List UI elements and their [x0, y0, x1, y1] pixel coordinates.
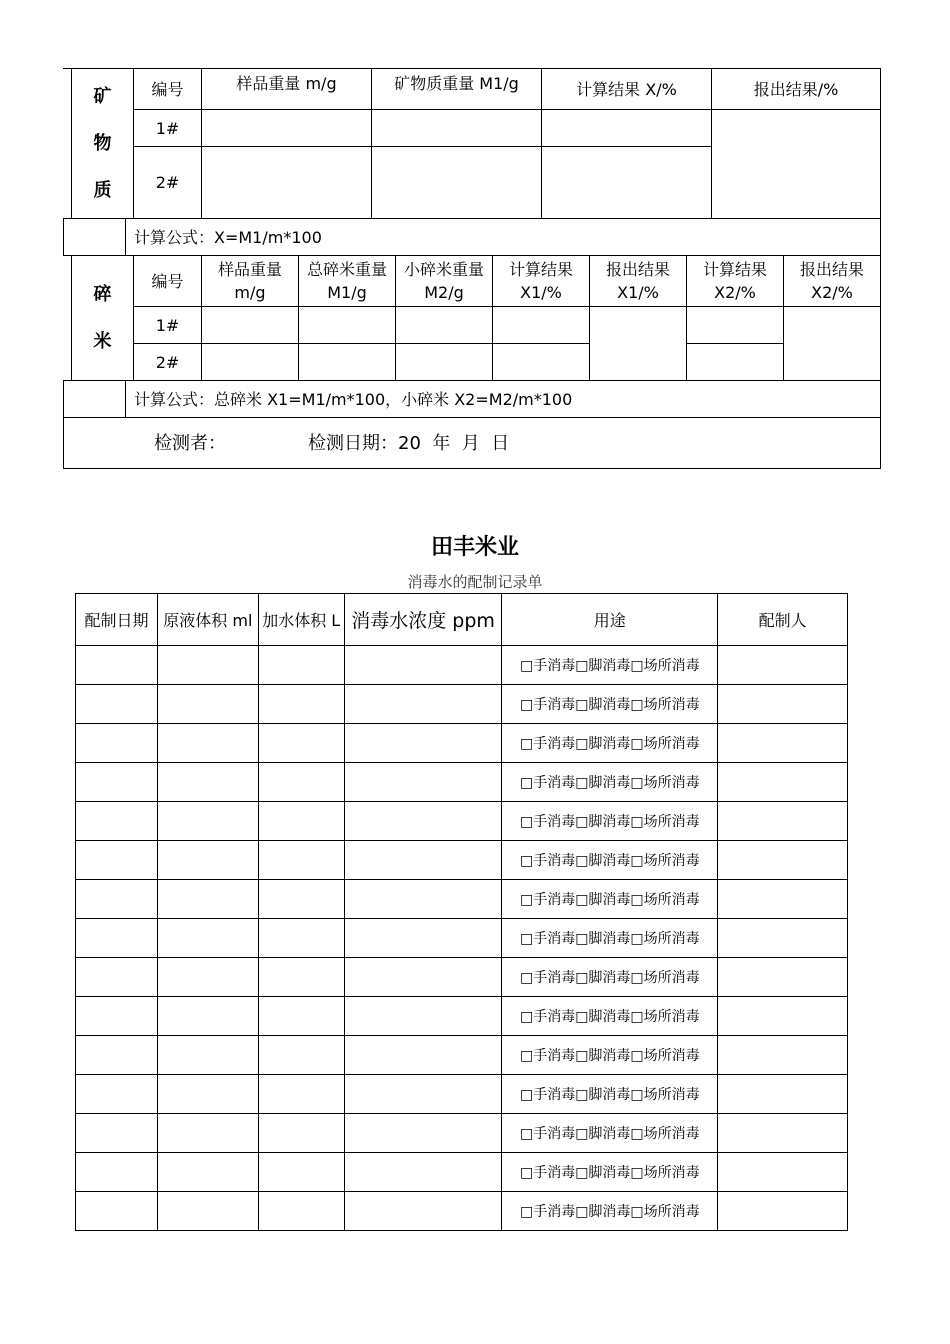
table-cell — [76, 1153, 158, 1192]
formula-blank — [63, 218, 126, 256]
broken-header: 报出结果 X2/% — [783, 255, 881, 307]
table-cell — [718, 997, 848, 1036]
table-cell — [157, 841, 258, 880]
table-row — [76, 880, 848, 919]
table-cell — [157, 646, 258, 685]
table-cell — [157, 685, 258, 724]
mineral-formula: 计算公式：X=M1/m*100 — [125, 218, 881, 256]
broken-cell — [492, 343, 590, 381]
table-row — [76, 646, 848, 685]
table-cell — [157, 1192, 258, 1231]
broken-header: 报出结果 X1/% — [589, 255, 687, 307]
mineral-header-report: 报出结果/% — [711, 68, 881, 110]
table-row — [76, 1114, 848, 1153]
table-cell — [258, 958, 344, 997]
broken-header: 样品重量 m/g — [201, 255, 299, 307]
table-cell — [718, 1036, 848, 1075]
mineral-cell — [541, 146, 712, 219]
use-options: □手消毒□脚消毒□场所消毒 — [502, 880, 718, 919]
table-cell — [344, 1114, 502, 1153]
broken-side-label: 碎 米 — [71, 255, 134, 381]
table-cell — [258, 763, 344, 802]
table-cell — [718, 919, 848, 958]
broken-report-x1 — [589, 306, 687, 381]
table-cell — [718, 841, 848, 880]
table-cell — [718, 880, 848, 919]
broken-cell — [201, 343, 299, 381]
broken-header: 总碎米重量 M1/g — [298, 255, 396, 307]
use-options: □手消毒□脚消毒□场所消毒 — [502, 802, 718, 841]
inspection-footer — [63, 417, 881, 469]
table-cell — [157, 919, 258, 958]
table-cell — [344, 1036, 502, 1075]
table-cell — [258, 802, 344, 841]
table-cell — [344, 763, 502, 802]
table-cell — [157, 958, 258, 997]
mineral-cell — [201, 146, 372, 219]
broken-cell — [395, 343, 493, 381]
table-cell — [76, 919, 158, 958]
col-concentration: 消毒水浓度 ppm — [344, 594, 502, 646]
table-cell — [718, 958, 848, 997]
table-cell — [76, 763, 158, 802]
broken-cell — [686, 306, 784, 344]
table-cell — [157, 724, 258, 763]
broken-header: 小碎米重量 M2/g — [395, 255, 493, 307]
table-row — [76, 724, 848, 763]
broken-cell — [298, 343, 396, 381]
mineral-cell — [371, 146, 542, 219]
table-row — [76, 841, 848, 880]
table-cell — [258, 841, 344, 880]
mineral-side-label: 矿 物 质 — [71, 68, 134, 219]
use-options: □手消毒□脚消毒□场所消毒 — [502, 958, 718, 997]
use-options: □手消毒□脚消毒□场所消毒 — [502, 685, 718, 724]
table-cell — [344, 958, 502, 997]
broken-cell — [492, 306, 590, 344]
mineral-row-id: 1# — [133, 109, 202, 147]
table-cell — [718, 1153, 848, 1192]
table-cell — [258, 919, 344, 958]
table-cell — [76, 880, 158, 919]
table-cell — [344, 1075, 502, 1114]
table-cell — [157, 1153, 258, 1192]
table-cell — [76, 802, 158, 841]
table-row — [76, 685, 848, 724]
table-row — [76, 919, 848, 958]
table-cell — [76, 1036, 158, 1075]
table-cell — [76, 841, 158, 880]
table-cell — [258, 880, 344, 919]
use-options: □手消毒□脚消毒□场所消毒 — [502, 724, 718, 763]
broken-row-id: 2# — [133, 343, 202, 381]
broken-header: 计算结果 X1/% — [492, 255, 590, 307]
form-title: 消毒水的配制记录单 — [407, 573, 543, 591]
broken-row-id: 1# — [133, 306, 202, 344]
broken-header-id: 编号 — [133, 255, 202, 307]
col-water-volume: 加水体积 L — [258, 594, 344, 646]
use-options: □手消毒□脚消毒□场所消毒 — [502, 1114, 718, 1153]
table-cell — [258, 1153, 344, 1192]
table-cell — [258, 724, 344, 763]
table-row — [76, 1192, 848, 1231]
broken-cell — [395, 306, 493, 344]
table-row — [76, 997, 848, 1036]
table-cell — [344, 724, 502, 763]
table-row — [76, 763, 848, 802]
table-cell — [157, 1036, 258, 1075]
table-cell — [157, 880, 258, 919]
table-cell — [258, 1075, 344, 1114]
mineral-header-id: 编号 — [133, 68, 202, 110]
table-cell — [344, 919, 502, 958]
broken-cell — [686, 343, 784, 381]
table-cell — [344, 997, 502, 1036]
use-options: □手消毒□脚消毒□场所消毒 — [502, 1192, 718, 1231]
mineral-row-id: 2# — [133, 146, 202, 219]
table-cell — [718, 802, 848, 841]
table-cell — [718, 1114, 848, 1153]
table-cell — [76, 724, 158, 763]
use-options: □手消毒□脚消毒□场所消毒 — [502, 1075, 718, 1114]
table-row — [76, 802, 848, 841]
table-cell — [76, 646, 158, 685]
disinfect-table — [75, 593, 848, 1231]
table-row — [76, 1036, 848, 1075]
mineral-header-mineral-weight: 矿物质重量 M1/g — [371, 68, 542, 110]
table-cell — [718, 646, 848, 685]
inspection-date: 检测日期：20 年 月 日 — [308, 432, 510, 454]
broken-header: 计算结果 X2/% — [686, 255, 784, 307]
use-options: □手消毒□脚消毒□场所消毒 — [502, 919, 718, 958]
broken-report-x2 — [783, 306, 881, 381]
use-options: □手消毒□脚消毒□场所消毒 — [502, 841, 718, 880]
table-cell — [344, 841, 502, 880]
table-cell — [76, 1075, 158, 1114]
table-cell — [258, 685, 344, 724]
broken-cell — [201, 306, 299, 344]
table-cell — [157, 1114, 258, 1153]
table-cell — [76, 1192, 158, 1231]
table-cell — [344, 1192, 502, 1231]
table-cell — [76, 958, 158, 997]
table-cell — [718, 1192, 848, 1231]
table-cell — [344, 1153, 502, 1192]
company-title: 田丰米业 — [430, 535, 519, 560]
table-cell — [344, 802, 502, 841]
col-date: 配制日期 — [76, 594, 158, 646]
formula-blank — [63, 380, 126, 418]
use-options: □手消毒□脚消毒□场所消毒 — [502, 763, 718, 802]
inspector-label: 检测者： — [154, 432, 226, 454]
table-row — [76, 1153, 848, 1192]
use-options: □手消毒□脚消毒□场所消毒 — [502, 997, 718, 1036]
mineral-cell — [201, 109, 372, 147]
use-options: □手消毒□脚消毒□场所消毒 — [502, 1036, 718, 1075]
table-cell — [157, 802, 258, 841]
col-use: 用途 — [502, 594, 718, 646]
table-cell — [258, 1114, 344, 1153]
table-cell — [258, 997, 344, 1036]
use-options: □手消毒□脚消毒□场所消毒 — [502, 1153, 718, 1192]
mineral-header-sample-weight: 样品重量 m/g — [201, 68, 372, 110]
table-cell — [344, 685, 502, 724]
mineral-report-cell — [711, 109, 881, 219]
table-cell — [344, 880, 502, 919]
table-row — [76, 1075, 848, 1114]
broken-cell — [298, 306, 396, 344]
table-cell — [344, 646, 502, 685]
table-cell — [258, 1036, 344, 1075]
table-cell — [157, 763, 258, 802]
table-cell — [258, 646, 344, 685]
table-row — [76, 958, 848, 997]
top-left-tick — [63, 68, 71, 69]
table-cell — [76, 997, 158, 1036]
col-preparer: 配制人 — [718, 594, 848, 646]
table-cell — [157, 1075, 258, 1114]
col-stock-volume: 原液体积 ml — [157, 594, 258, 646]
table-cell — [718, 763, 848, 802]
mineral-header-calc: 计算结果 X/% — [541, 68, 712, 110]
table-cell — [718, 724, 848, 763]
table-cell — [718, 1075, 848, 1114]
mineral-cell — [371, 109, 542, 147]
table-cell — [718, 685, 848, 724]
table-cell — [76, 685, 158, 724]
table-cell — [157, 997, 258, 1036]
broken-formula: 计算公式：总碎米 X1=M1/m*100，小碎米 X2=M2/m*100 — [125, 380, 881, 418]
use-options: □手消毒□脚消毒□场所消毒 — [502, 646, 718, 685]
mineral-cell — [541, 109, 712, 147]
table-cell — [258, 1192, 344, 1231]
table-cell — [76, 1114, 158, 1153]
